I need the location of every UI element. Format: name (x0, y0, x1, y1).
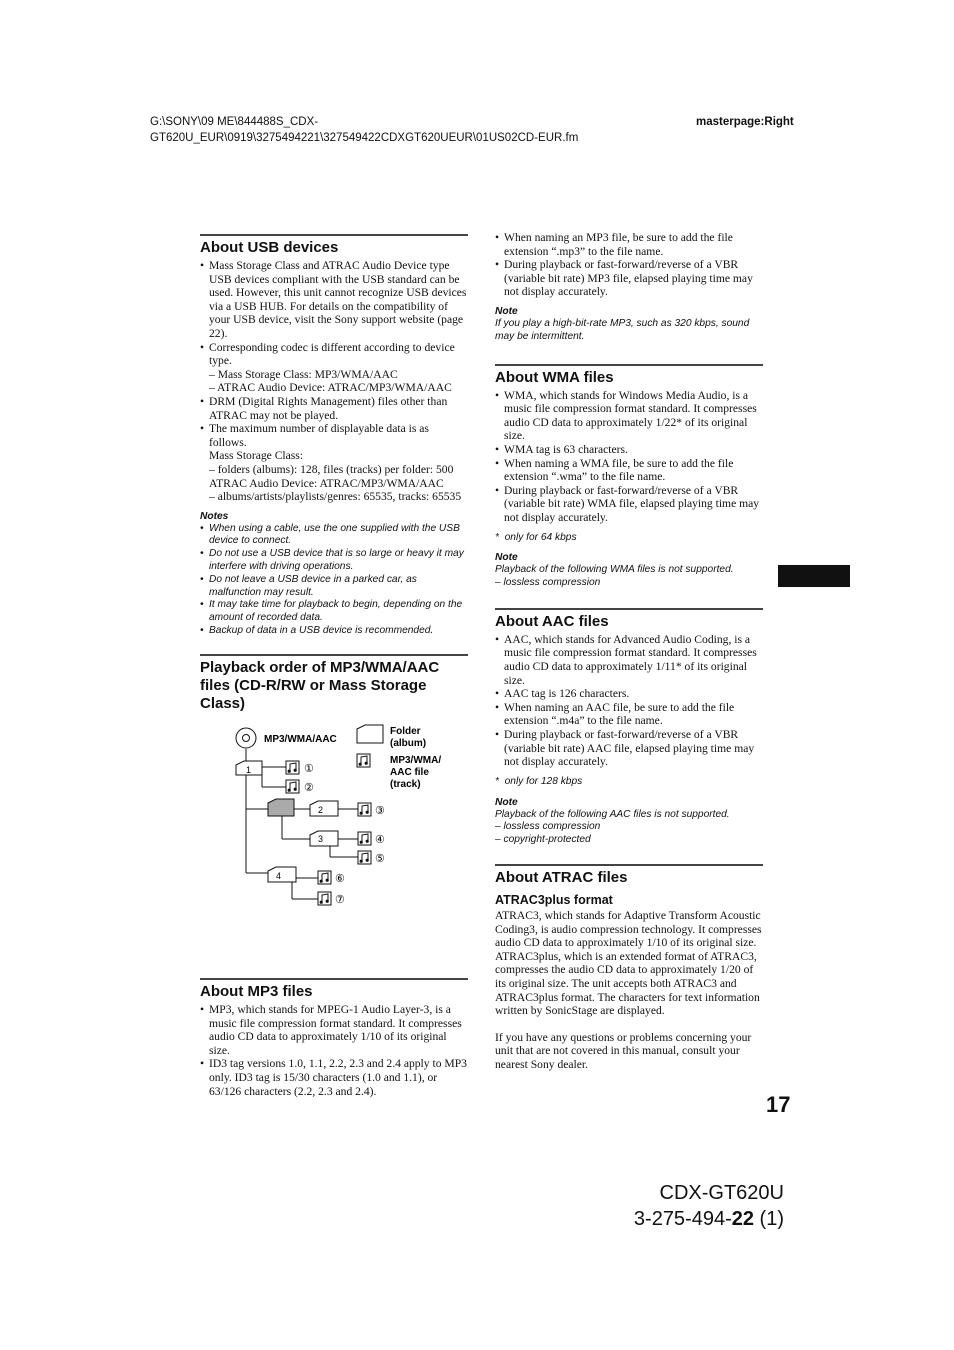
part-number: 3-275-494-22 (1) (633, 1208, 784, 1230)
track-4-icon (358, 832, 371, 845)
aac-bullet-2: • AAC tag is 126 characters. (495, 687, 763, 701)
model-block (634, 1180, 784, 1232)
folder-1-number: 1 (246, 764, 252, 775)
wma-note-title: Note (495, 552, 518, 564)
wma-bullet-3: • When naming a WMA file, be sure to add the file extension “.wma” to the file name. (495, 457, 763, 484)
usb-notes-title: Notes (200, 510, 229, 522)
track-7-number: ⑦ (335, 893, 345, 906)
mp3-heading: About MP3 files (200, 983, 313, 1000)
aac-note-line-3: – copyright-protected (495, 834, 591, 846)
root-label: MP3/WMA/AAC (264, 733, 337, 745)
usb-bullet-2-sub-1: – Mass Storage Class: MP3/WMA/AAC (209, 367, 398, 381)
legend-music-file-icon (357, 754, 370, 767)
wma-bullet-4: • During playback or fast-forward/reverse of a VBR (variable bit rate) WMA file, elapsed playing time may not display accurately. (495, 484, 763, 525)
usb-note-2: • Do not use a USB device that is so large or heavy it may interfere with driving operations. (200, 548, 468, 574)
file-path-line-2: GT620U_EUR\0919\3275494221\327549422CDXGT620UEUR\01US02CD-EUR.fm (150, 132, 579, 144)
aac-note-line-2: – lossless compression (495, 821, 601, 833)
track-1-icon (286, 761, 299, 774)
file-path-line-1: G:\SONY\09 ME\844488S_CDX- (150, 116, 319, 128)
mp3-note: If you play a high-bit-rate MP3, such as 320 kbps, sound may be intermittent. (495, 317, 750, 342)
atrac-paragraph-1: ATRAC3, which stands for Adaptive Transform Acoustic Coding3, is audio compression technology. It compresses audio CD data to approximately 1/10 of its original size. ATRAC3plus, which is an extended format of ATRAC3, compresses the audio CD data to approximately 1/20 of its original size. The unit accepts both ATRAC3 and ATRAC3plus format. The characters for text information written by SonicStage are displayed. (495, 909, 762, 1018)
wma-footnote: * only for 64 kbps (495, 531, 577, 543)
aac-footnote: * only for 128 kbps (495, 775, 583, 787)
wma-note-line-2: – lossless compression (495, 577, 601, 589)
folder-tree-diagram (200, 721, 468, 921)
track-3-number: ③ (375, 804, 385, 817)
cd-icon (236, 728, 256, 748)
track-2-icon (286, 780, 299, 793)
right-column (495, 231, 763, 1072)
aac-footnote-mark: * (495, 775, 499, 787)
track-6-number: ⑥ (335, 872, 345, 885)
atrac-heading: About ATRAC files (495, 869, 628, 887)
usb-note-3: • Do not leave a USB device in a parked car, as malfunction may result. (200, 574, 468, 600)
mp3-list-part-2 (495, 231, 763, 299)
mp3-list-part-1 (200, 1003, 468, 1098)
track-5-icon (358, 851, 371, 864)
wma-bullet-2: • WMA tag is 63 characters. (495, 443, 763, 457)
track-6-icon (318, 871, 331, 884)
atrac-section (495, 864, 763, 1072)
legend-folder-label-2: (album) (390, 737, 427, 749)
track-3-icon (358, 803, 371, 816)
mp3-bullet-2: • ID3 tag versions 1.0, 1.1, 2.2, 2.3 and 2.4 apply to MP3 only. ID3 tag is 15/30 characters (1.0 and 1.1), or 63/126 characters (2.2, 2.3 and 2.4). (200, 1057, 468, 1098)
aac-bullet-1: • AAC, which stands for Advanced Audio Coding, is a music file compression format standard. It compresses audio CD data to approximately 1/11* of its original size. (495, 633, 763, 687)
usb-bullet-4: • The maximum number of displayable data is as follows. Mass Storage Class: – folders (albums): 128, files (tracks) per folder: 500 ATRAC Audio Device: ATRAC/MP3/WMA/AAC – albums/artists/playlists/genres: 65535, tracks: 65535 (200, 422, 468, 504)
wma-list (495, 389, 763, 525)
atrac-paragraph-2: If you have any questions or problems concerning your unit that are not covered in this manual, consult your nearest Sony dealer. (495, 1030, 752, 1071)
wma-section (495, 364, 763, 590)
atrac-subheading: ATRAC3plus format (495, 893, 613, 908)
aac-section (495, 608, 763, 847)
folder-4-icon (268, 867, 296, 882)
aac-bullet-4: • During playback or fast-forward/reverse of a VBR (variable bit rate) AAC file, elapsed playing time may not display accurately. (495, 728, 763, 769)
usb-note-1: • When using a cable, use the one supplied with the USB device to connect. (200, 523, 468, 549)
file-path (150, 114, 578, 146)
usb-bullet-2-sub-2: – ATRAC Audio Device: ATRAC/MP3/WMA/AAC (209, 381, 452, 395)
mp3-bullet-1: • MP3, which stands for MPEG-1 Audio Layer-3, is a music file compression format standard. It compresses audio CD data to approximately 1/10 of its original size. (200, 1003, 468, 1057)
wma-heading: About WMA files (495, 368, 614, 386)
aac-bullet-3: • When naming an AAC file, be sure to add the file extension “.m4a” to the file name. (495, 701, 763, 728)
track-4-number: ④ (375, 833, 385, 846)
folder-4-number: 4 (276, 870, 282, 881)
usb-note-5: • Backup of data in a USB device is recommended. (200, 625, 468, 638)
folder-3-number: 3 (318, 833, 324, 844)
folder-3-icon (310, 831, 338, 846)
mp3-bullet-4: • During playback or fast-forward/reverse of a VBR (variable bit rate) MP3 file, elapsed playing time may not display accurately. (495, 258, 763, 299)
usb-notes-list (200, 523, 468, 638)
usb-bullet-4-line-1: Mass Storage Class: (209, 449, 304, 463)
wma-note-line-1: Playback of the following WMA files is not supported. (495, 564, 734, 576)
track-1-number: ① (304, 762, 314, 775)
masterpage-label: masterpage:Right (696, 116, 794, 128)
aac-heading: About AAC files (495, 612, 609, 630)
mp3-bullet-3: • When naming an MP3 file, be sure to add the file extension “.mp3” to the file name. (495, 231, 763, 258)
model-name: CDX-GT620U (659, 1182, 784, 1204)
legend-folder-icon (357, 725, 383, 743)
legend-folder-label-1: Folder (390, 725, 421, 737)
left-column (200, 234, 468, 1098)
playback-section (200, 654, 468, 921)
usb-bullet-4-line-4: – albums/artists/playlists/genres: 65535, tracks: 65535 (209, 490, 462, 504)
folder-2-icon (310, 801, 338, 816)
usb-bullet-4-line-2: – folders (albums): 128, files (tracks) per folder: 500 (209, 462, 454, 476)
mp3-section (200, 978, 468, 1098)
folder-2-number: 2 (318, 804, 324, 815)
track-2-number: ② (304, 781, 314, 794)
mp3-note-title: Note (495, 305, 518, 317)
folder-empty-icon (268, 799, 294, 816)
legend-file-label-1: MP3/WMA/ (390, 754, 442, 766)
wma-footnote-mark: * (495, 531, 499, 543)
track-7-icon (318, 892, 331, 905)
legend-file-label-3: (track) (390, 778, 421, 790)
usb-list (200, 259, 468, 504)
aac-note-line-1: Playback of the following AAC files is not supported. (495, 808, 730, 820)
aac-list (495, 633, 763, 769)
playback-heading: Playback order of MP3/WMA/AAC files (CD-R/RW or Mass Storage Class) (200, 658, 440, 712)
usb-bullet-3: • DRM (Digital Rights Management) files other than ATRAC may not be played. (200, 395, 468, 422)
usb-section (200, 234, 468, 638)
usb-note-4: • It may take time for playback to begin, depending on the amount of recorded data. (200, 599, 468, 625)
usb-bullet-2: • Corresponding codec is different according to device type. – Mass Storage Class: MP3/WMA/AAC – ATRAC Audio Device: ATRAC/MP3/WMA/AAC (200, 341, 468, 395)
page-number: 17 (766, 1092, 791, 1117)
usb-bullet-4-line-3: ATRAC Audio Device: ATRAC/MP3/WMA/AAC (209, 476, 444, 490)
legend-file-label-2: AAC file (390, 766, 429, 778)
section-tab-marker (778, 565, 850, 587)
track-5-number: ⑤ (375, 852, 385, 865)
wma-bullet-1: • WMA, which stands for Windows Media Audio, is a music file compression format standard. It compresses audio CD data to approximately 1/22* of its original size. (495, 389, 763, 443)
usb-heading: About USB devices (200, 239, 339, 256)
usb-bullet-1: • Mass Storage Class and ATRAC Audio Device type USB devices compliant with the USB standard can be used. However, this unit cannot recognize USB devices via a USB HUB. For details on the compatibility of your USB device, visit the Sony support website (page 22). (200, 259, 468, 341)
aac-note-title: Note (495, 796, 518, 808)
